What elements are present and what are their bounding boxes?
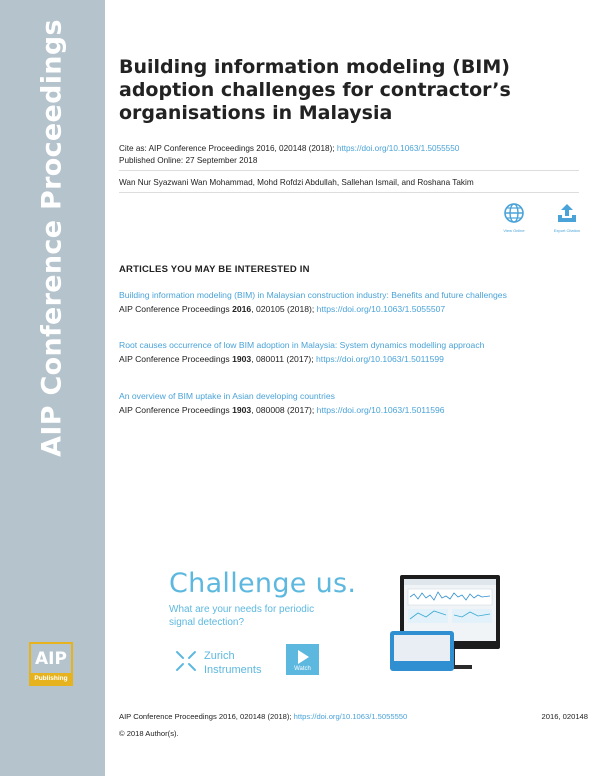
watch-label: Watch: [294, 666, 311, 672]
export-citation-label: Export Citation: [553, 228, 581, 233]
related-article-title[interactable]: An overview of BIM uptake in Asian developing countries: [119, 391, 335, 401]
advertisement-banner[interactable]: [160, 565, 460, 690]
citation-rest: , 020105 (2018);: [251, 304, 315, 314]
view-online-label: View Online: [503, 228, 525, 233]
paper-doi-link[interactable]: https://doi.org/10.1063/1.5055550: [336, 144, 460, 153]
ad-brand: [204, 649, 261, 677]
related-article-doi-link[interactable]: https://doi.org/10.1063/1.5011599: [316, 354, 444, 364]
citation-volume: 1903: [232, 405, 252, 415]
footer-page-id: 2016, 020148: [541, 712, 588, 721]
ad-brand-line-2: Instruments: [204, 664, 262, 676]
citation-volume: 1903: [232, 354, 252, 364]
divider: [119, 170, 579, 171]
journal-sidebar: [0, 0, 105, 776]
cite-prefix: Cite as: AIP Conference Proceedings 2016, 020148 (2018);: [119, 144, 335, 153]
export-citation-icon: [556, 202, 578, 224]
published-date: Published Online: 27 September 2018: [119, 156, 258, 165]
page-footer: [119, 712, 588, 721]
related-article-doi-link[interactable]: https://doi.org/10.1063/1.5055507: [316, 304, 446, 314]
related-article-title[interactable]: Building information modeling (BIM) in Malaysian construction industry: Benefits and future challenges: [119, 290, 507, 300]
related-article: [119, 289, 579, 315]
view-online-button[interactable]: [494, 202, 534, 233]
ad-device-panel: [394, 635, 450, 661]
journal-title: AIP Conference Proceedings: [36, 19, 68, 457]
citation-volume: 2016: [232, 304, 252, 314]
logo-subtitle: Publishing: [31, 673, 71, 684]
ad-subline-2: signal detection?: [169, 617, 245, 628]
citation-journal: AIP Conference Proceedings: [119, 304, 230, 314]
ad-headline: Challenge us.: [169, 568, 357, 599]
ad-subline: [169, 603, 314, 629]
related-article-citation: [119, 303, 579, 315]
related-article-citation: [119, 404, 579, 416]
aip-publishing-logo[interactable]: [29, 642, 73, 686]
play-icon: [298, 650, 309, 664]
citation-rest: , 080008 (2017);: [251, 405, 315, 415]
related-article-citation: [119, 353, 579, 365]
related-article: [119, 339, 579, 365]
citation-journal: AIP Conference Proceedings: [119, 354, 230, 364]
copyright-notice: © 2018 Author(s).: [119, 729, 179, 738]
ad-brand-line-1: Zurich: [204, 650, 235, 662]
related-article-doi-link[interactable]: https://doi.org/10.1063/1.5011596: [316, 405, 445, 415]
logo-name: AIP: [35, 649, 67, 669]
globe-icon: [503, 202, 525, 224]
footer-citation: AIP Conference Proceedings 2016, 020148 (2018);: [119, 712, 292, 721]
cite-as-line: [119, 144, 459, 153]
citation-rest: , 080011 (2017);: [251, 354, 314, 364]
related-article-title[interactable]: Root causes occurrence of low BIM adoption in Malaysia: System dynamics modelling approach: [119, 340, 485, 350]
paper-title: Building information modeling (BIM) adoption challenges for contractor’s organisations in Malaysia: [119, 56, 511, 124]
ad-subline-1: What are your needs for periodic: [169, 604, 315, 615]
related-article: [119, 390, 579, 416]
ad-instrument-device: [390, 631, 454, 671]
divider: [119, 192, 579, 193]
footer-doi-link[interactable]: https://doi.org/10.1063/1.5055550: [293, 712, 408, 721]
citation-journal: AIP Conference Proceedings: [119, 405, 230, 415]
export-citation-button[interactable]: [547, 202, 587, 233]
author-list: Wan Nur Syazwani Wan Mohammad, Mohd Rofdzi Abdullah, Sallehan Ismail, and Roshana Takim: [119, 178, 474, 187]
zurich-instruments-logo-icon: [174, 649, 198, 673]
watch-video-button[interactable]: [286, 644, 319, 675]
related-articles-heading: ARTICLES YOU MAY BE INTERESTED IN: [119, 264, 310, 275]
